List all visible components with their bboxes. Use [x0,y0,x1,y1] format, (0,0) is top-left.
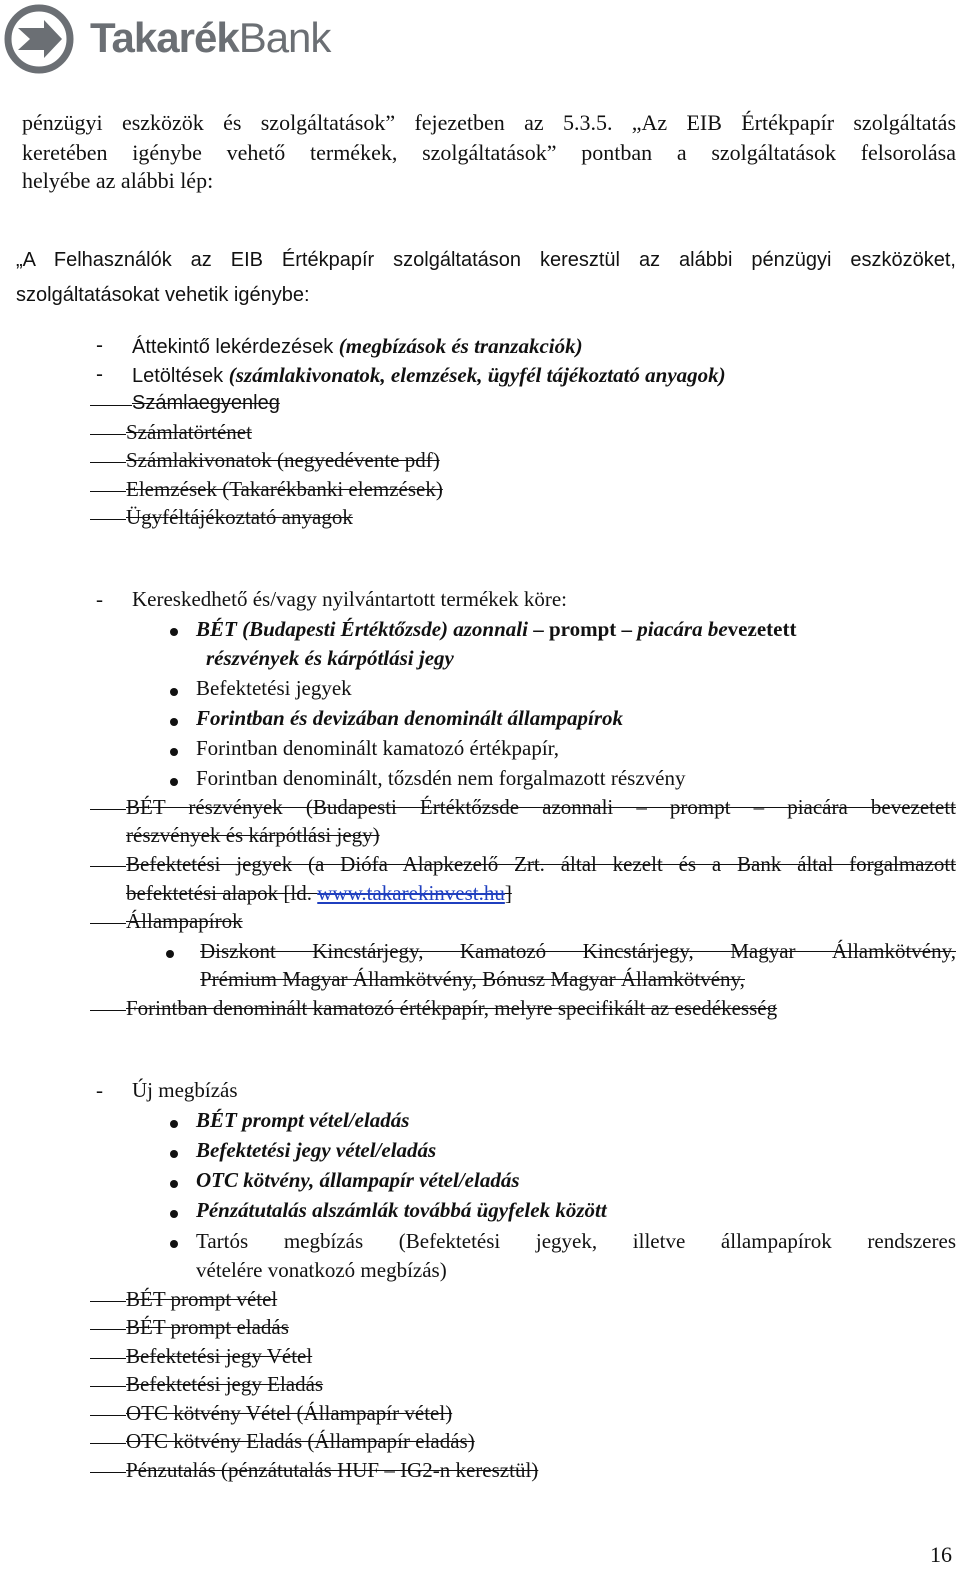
section3-struck-2: BÉT prompt eladás [126,1315,289,1339]
section2-bullet-1 [196,617,796,642]
bullet-icon [170,628,178,636]
bullet-icon [170,688,178,696]
section1-struck-2: Számlatörténet [126,420,252,444]
dash-marker: - [96,587,103,611]
strike-dash [90,1386,126,1387]
dash-marker: - [96,363,103,386]
strike-dash [90,405,132,406]
quote-line-2: szolgáltatásokat vehetik igénybe: [16,284,310,306]
section3-struck-4: Befektetési jegy Eladás [126,1372,324,1396]
quote-line-1: „A Felhasználók az EIB Értékpapír szolgáltatáson keresztül az alábbi pénzügyi eszközöket, [16,249,956,271]
strike-dash [90,519,126,520]
section2-struck-3: Állampapírok [126,909,243,933]
section3-struck-6: OTC kötvény Eladás (Állampapír eladás) [126,1429,475,1453]
bullet-icon [170,1210,178,1218]
section2-bullet-1-part-a: BÉT (Budapesti Értéktőzsde) azonnali [196,617,528,641]
section3-struck-1: BÉT prompt vétel [126,1287,278,1311]
intro-line-1: pénzügyi eszközök és szolgáltatások” fejezetben az 5.3.5. „Az EIB Értékpapír szolgáltatás [22,110,956,135]
section2-bullet-3: Forintban és devizában denominált állampapírok [196,706,624,730]
section1-struck-5: Ügyféltájékoztató anyagok [126,505,353,529]
section1-item-1-plain: Áttekintő lekérdezések [132,336,339,358]
section2-struck-2-line-1: Befektetési jegyek (a Diófa Alapkezelő Zrt. által kezelt és a Bank által forgalmazott [126,852,956,876]
bullet-icon [170,1120,178,1128]
strike-dash [90,1472,126,1473]
strike-dash [90,809,126,810]
takarekbank-logo-icon [4,4,74,74]
section2-bullet-1-part-b: – [527,617,549,641]
section1-struck-3: Számlakivonatok (negyedévente pdf) [126,448,440,472]
section3-bullet-5-line-1: Tartós megbízás (Befektetési jegyek, illetve állampapírok rendszeres [196,1229,956,1253]
section2-bullet-1-part-e: piacára be [637,617,728,641]
section2-bullet-1-part-d: – [616,617,638,641]
bullet-icon [170,1150,178,1158]
strike-dash [90,1358,126,1359]
page-number: 16 [930,1542,952,1567]
section3-bullet-2: Befektetési jegy vétel/eladás [196,1138,437,1162]
bullet-icon [170,718,178,726]
section3-bullet-4: Pénzátutalás alszámlák továbbá ügyfelek között [196,1198,607,1222]
section2-struck-2-close: ] [504,881,512,905]
section1-item-2 [132,363,726,388]
section2-bullet-1-line-2: részvények és kárpótlási jegy [206,646,454,670]
strike-dash [90,923,126,924]
section2-struck-2-line-2 [126,881,512,906]
logo-wordmark [90,14,330,62]
intro-line-3: helyébe az alábbi lép: [22,168,214,193]
section3-struck-3: Befektetési jegy Vétel [126,1344,313,1368]
strike-dash [90,1010,126,1011]
section3-heading: Új megbízás [132,1078,238,1102]
bullet-icon [170,1180,178,1188]
section2-struck-3-sub-line-2: Prémium Magyar Államkötvény, Bónusz Magyar Államkötvény, [200,967,745,991]
strike-dash [90,1443,126,1444]
bullet-icon [166,950,174,958]
section3-bullet-1: BÉT prompt vétel/eladás [196,1108,410,1132]
section2-struck-4: Forintban denominált kamatozó értékpapír, melyre specifikált az esedékesség [126,996,778,1020]
section2-struck-2-text: befektetési alapok [ld. [126,881,318,905]
section2-bullet-1-part-f: vezetett [727,617,797,641]
bullet-icon [170,1240,178,1248]
section3-struck-7: Pénzutalás (pénzátutalás HUF – IG2-n keresztül) [126,1458,539,1482]
section3-struck-5: OTC kötvény Vétel (Állampapír vétel) [126,1401,453,1425]
section2-bullet-4: Forintban denominált kamatozó értékpapír, [196,736,560,760]
bullet-icon [170,778,178,786]
section2-struck-1-line-1: BÉT részvények (Budapesti Értéktőzsde azonnali – prompt – piacára bevezetett [126,795,956,819]
bullet-icon [170,748,178,756]
logo-text-light: Bank [238,14,331,61]
section2-bullet-5: Forintban denominált, tőzsdén nem forgalmazott részvény [196,766,686,790]
section1-struck-4: Elemzések (Takarékbanki elemzések) [126,477,443,501]
section2-heading: Kereskedhető és/vagy nyilvántartott termékek köre: [132,587,568,611]
section2-bullet-2: Befektetési jegyek [196,676,352,700]
strike-dash [90,1415,126,1416]
section1-item-1-emph: (megbízások és tranzakciók) [338,334,583,358]
section2-struck-1-line-2: részvények és kárpótlási jegy) [126,823,380,847]
section2-struck-3-sub-line-1: Diszkont Kincstárjegy, Kamatozó Kincstárjegy, Magyar Államkötvény, [200,939,956,963]
strike-dash [90,1329,126,1330]
section3-bullet-5-line-2: vételére vonatkozó megbízás) [196,1258,447,1282]
dash-marker: - [96,334,103,357]
takarekinvest-link[interactable]: www.takarekinvest.hu [317,881,505,905]
intro-line-2: keretében igénybe vehető termékek, szolgáltatások” pontban a szolgáltatások felsorolása [22,140,956,165]
section1-struck-1: Számlaegyenleg [132,392,280,414]
strike-dash [90,1301,126,1302]
strike-dash [90,866,126,867]
logo-text-bold: Takarék [90,14,239,61]
section2-bullet-1-part-c: prompt [548,617,617,641]
section1-item-2-emph: (számlakivonatok, elemzések, ügyfél tájékoztató anyagok) [228,363,726,387]
section3-bullet-3: OTC kötvény, állampapír vétel/eladás [196,1168,520,1192]
strike-dash [90,462,126,463]
section1-item-1 [132,334,583,359]
section1-item-2-plain: Letöltések [132,365,229,387]
takarekbank-logo [4,4,384,74]
dash-marker: - [96,1078,103,1102]
strike-dash [90,491,126,492]
strike-dash [90,434,126,435]
